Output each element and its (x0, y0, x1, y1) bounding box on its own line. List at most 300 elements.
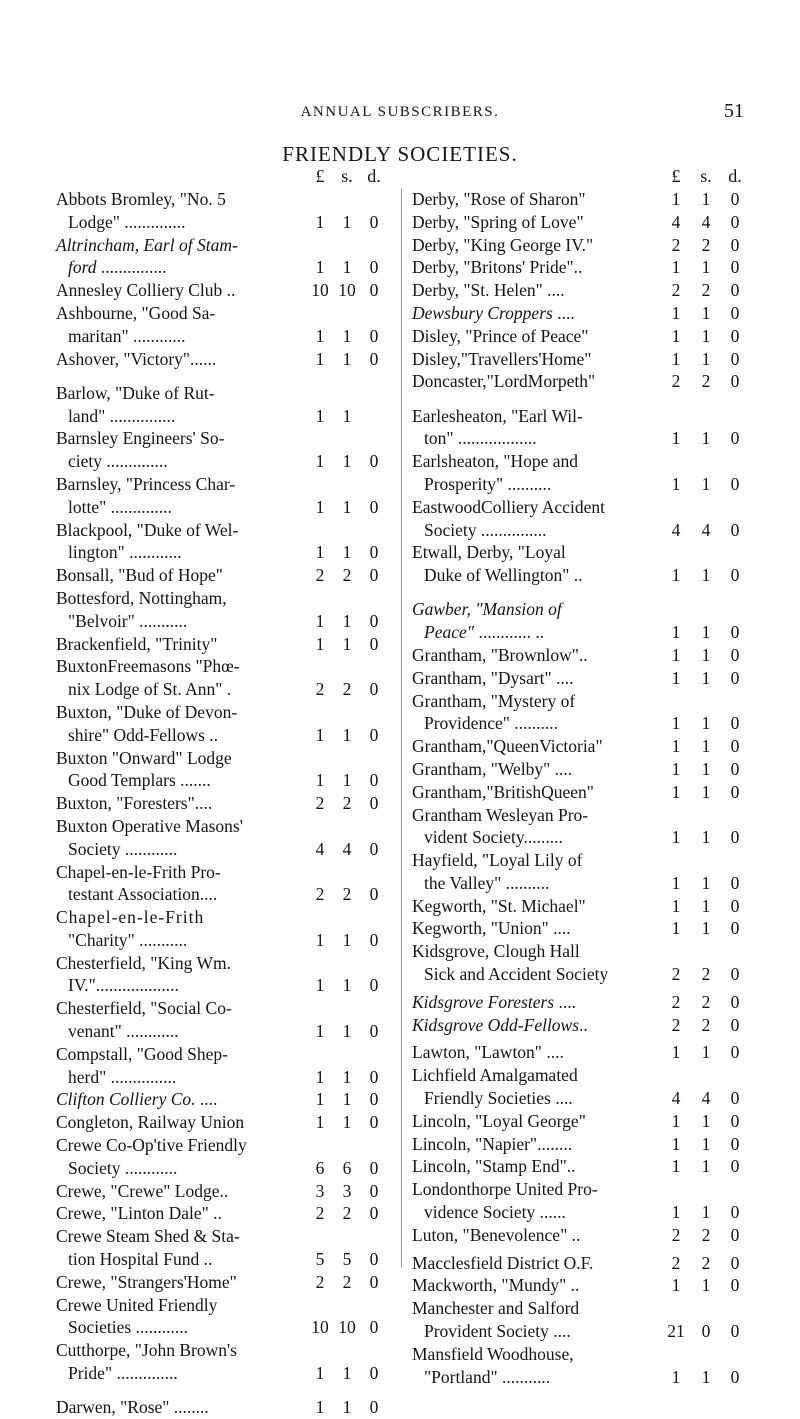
subscriber-entry (56, 234, 386, 280)
entry-line (412, 940, 752, 963)
subscriber-entry (56, 906, 386, 952)
pence-amount: 0 (730, 1275, 740, 1296)
pence-amount: 0 (730, 189, 740, 209)
entry-line (412, 1110, 752, 1133)
subscriber-entry (412, 234, 752, 257)
entry-line (56, 564, 386, 587)
entry-line (56, 861, 386, 884)
subscriber-name: nix Lodge of St. Ann" . (68, 679, 232, 700)
entry-line (412, 188, 752, 211)
subscriber-entry (412, 1110, 752, 1133)
pence-amount: 0 (369, 348, 379, 369)
shillings-amount: 1 (342, 929, 352, 950)
pence-amount: 0 (730, 918, 740, 939)
subscriber-entry (56, 1225, 386, 1271)
subscriber-entry (56, 1339, 386, 1385)
subscriber-entry (56, 564, 386, 587)
entry-gap (56, 370, 386, 381)
shillings-amount: 1 (342, 496, 352, 517)
subscriber-name: Brackenfield, "Trinity" (56, 633, 218, 654)
entry-line (56, 473, 386, 496)
pounds-amount: 1 (671, 1133, 681, 1154)
pounds-amount: 1 (671, 565, 681, 586)
subscriber-name: Kidsgrove, Clough Hall (412, 941, 580, 962)
subscriber-name: Sick and Accident Society (424, 964, 609, 985)
entry-line (56, 974, 386, 997)
shillings-amount: 1 (701, 473, 711, 494)
subscriber-name: Blackpool, "Duke of Wel- (56, 519, 239, 540)
pounds-amount: 1 (671, 257, 681, 278)
subscriber-name: Society ............... (424, 519, 547, 540)
pence-amount: 0 (730, 1088, 740, 1109)
right-currency-header (412, 166, 752, 188)
pence-amount: 0 (369, 1066, 379, 1087)
subscriber-entry (56, 473, 386, 519)
entry-line (56, 1134, 386, 1157)
subscriber-entry (56, 997, 386, 1043)
subscriber-name: Kidsgrove Foresters .... (412, 991, 576, 1012)
entry-line (56, 1396, 386, 1419)
subscriber-name: Peace" ............ .. (424, 622, 545, 643)
subscriber-name: testant Association.... (68, 884, 218, 905)
pence-amount: 0 (369, 1157, 379, 1178)
subscriber-name: Buxton "Onward" Lodge (56, 747, 232, 768)
subscriber-entry (412, 1297, 752, 1343)
pence-amount: 0 (369, 1021, 379, 1042)
shillings-amount: 1 (701, 325, 711, 346)
subscriber-name: the Valley" .......... (424, 872, 550, 893)
subscriber-name: ford ............... (68, 257, 167, 278)
entry-line (56, 1180, 386, 1203)
subscriber-name: venant" ............ (68, 1021, 179, 1042)
entry-line (56, 952, 386, 975)
pence-header: d. (367, 166, 381, 186)
entry-line (56, 610, 386, 633)
entry-line (412, 872, 752, 895)
pounds-amount: 1 (315, 211, 325, 232)
subscriber-entry (412, 1133, 752, 1156)
subscriber-name: Barlow, "Duke of Rut- (56, 382, 215, 403)
pounds-amount: 1 (671, 1366, 681, 1387)
entry-line (412, 256, 752, 279)
pence-amount: 0 (730, 827, 740, 848)
subscriber-name: Barnsley Engineers' So- (56, 428, 225, 449)
pence-amount: 0 (730, 428, 740, 449)
pounds-amount: 1 (671, 758, 681, 779)
entry-line (56, 427, 386, 450)
subscriber-name: Grantham, "Welby" .... (412, 758, 573, 779)
shillings-amount: 1 (342, 348, 352, 369)
entry-line (412, 1087, 752, 1110)
subscriber-name: Mansfield Woodhouse, (412, 1343, 574, 1364)
subscriber-entry (412, 1064, 752, 1110)
pence-amount: 0 (369, 1363, 379, 1384)
subscriber-entry (56, 861, 386, 907)
entry-line (56, 541, 386, 564)
subscriber-name: Lincoln, "Stamp End".. (412, 1156, 576, 1177)
subscriber-entry (412, 598, 752, 644)
subscriber-name: "Belvoir" ........... (68, 610, 188, 631)
shillings-amount: 2 (701, 1014, 711, 1035)
shillings-amount: 4 (342, 838, 352, 859)
pounds-header: £ (671, 166, 681, 186)
entry-line (412, 690, 752, 713)
shillings-header: s. (700, 166, 712, 186)
subscriber-entry (412, 849, 752, 895)
entry-line (412, 621, 752, 644)
entry-line (412, 541, 752, 564)
pounds-amount: 4 (315, 838, 325, 859)
pence-amount: 0 (369, 884, 379, 905)
pence-amount: 0 (730, 736, 740, 757)
entry-line (412, 1320, 752, 1343)
pence-amount: 0 (369, 975, 379, 996)
shillings-amount: 1 (701, 1202, 711, 1223)
pence-amount: 0 (730, 713, 740, 734)
entry-line (56, 724, 386, 747)
pounds-amount: 2 (315, 565, 325, 586)
subscriber-name: Lincoln, "Napier"........ (412, 1133, 573, 1154)
subscriber-entry (412, 1041, 752, 1064)
shillings-amount: 1 (701, 428, 711, 449)
subscriber-entry (412, 1224, 752, 1247)
subscriber-entry (56, 279, 386, 302)
pence-amount: 0 (730, 781, 740, 802)
entry-line (412, 1014, 752, 1037)
pounds-amount: 1 (671, 1110, 681, 1131)
pounds-amount: 2 (671, 1252, 681, 1273)
pence-amount: 0 (730, 964, 740, 985)
entry-line (56, 769, 386, 792)
shillings-amount: 1 (342, 610, 352, 631)
entry-line (56, 325, 386, 348)
pounds-amount: 1 (671, 325, 681, 346)
subscriber-entry (412, 1178, 752, 1224)
shillings-amount: 1 (701, 667, 711, 688)
pounds-amount: 1 (671, 781, 681, 802)
pounds-amount: 1 (315, 633, 325, 654)
subscriber-entry (412, 211, 752, 234)
column-divider (401, 188, 402, 1268)
entry-line (56, 1066, 386, 1089)
entry-line (56, 1362, 386, 1385)
subscriber-name: herd" ............... (68, 1066, 177, 1087)
subscriber-name: Duke of Wellington" .. (424, 565, 583, 586)
shillings-amount: 1 (701, 1133, 711, 1154)
subscriber-entry (56, 747, 386, 793)
shillings-amount: 2 (342, 679, 352, 700)
shillings-amount: 10 (338, 280, 356, 301)
entry-line (412, 1178, 752, 1201)
pounds-amount: 2 (671, 1224, 681, 1245)
shillings-amount: 1 (701, 781, 711, 802)
shillings-amount: 1 (342, 405, 352, 426)
subscriber-name: "Portland" ........... (424, 1366, 551, 1387)
entry-line (412, 348, 752, 371)
pence-amount: 0 (730, 644, 740, 665)
pounds-amount: 1 (671, 428, 681, 449)
entry-line (412, 758, 752, 781)
subscriber-name: Prosperity" .......... (424, 473, 552, 494)
subscriber-entry (412, 690, 752, 736)
pence-amount: 0 (369, 1112, 379, 1133)
subscriber-name: Society ............ (68, 838, 178, 859)
entry-line (56, 883, 386, 906)
subscriber-entry (56, 1088, 386, 1111)
entry-line (56, 405, 386, 428)
pence-amount: 0 (369, 257, 379, 278)
entry-line (412, 781, 752, 804)
entry-line (56, 997, 386, 1020)
subscriber-name: Disley, "Prince of Peace" (412, 325, 589, 346)
pounds-amount: 2 (671, 964, 681, 985)
entry-line (412, 325, 752, 348)
entry-line (56, 348, 386, 371)
shillings-amount: 2 (701, 280, 711, 301)
entry-line (56, 1271, 386, 1294)
subscriber-name: Societies ............ (68, 1317, 189, 1338)
pence-amount: 0 (369, 565, 379, 586)
pence-amount: 0 (369, 679, 379, 700)
subscriber-entry (412, 735, 752, 758)
pence-amount: 0 (369, 211, 379, 232)
entry-line (56, 496, 386, 519)
pence-amount: 0 (369, 451, 379, 472)
pence-amount: 0 (730, 1014, 740, 1035)
pence-amount: 0 (730, 872, 740, 893)
subscriber-entry (412, 1252, 752, 1275)
subscriber-name: ton" .................. (424, 428, 537, 449)
entry-line (412, 963, 752, 986)
subscriber-name: Altrincham, Earl of Stam- (56, 234, 238, 255)
pounds-amount: 1 (315, 1397, 325, 1418)
pounds-amount: 2 (315, 679, 325, 700)
shillings-amount: 1 (701, 1275, 711, 1296)
shillings-amount: 1 (342, 1021, 352, 1042)
section-title: FRIENDLY SOCIETIES. (282, 142, 518, 166)
shillings-amount: 4 (701, 1088, 711, 1109)
pence-amount: 0 (730, 325, 740, 346)
pounds-amount: 10 (311, 280, 329, 301)
entry-line (56, 1202, 386, 1225)
subscriber-name: Buxton Operative Masons' (56, 815, 243, 836)
subscriber-entry (412, 256, 752, 279)
shillings-amount: 2 (701, 1252, 711, 1273)
entry-line (56, 382, 386, 405)
entry-line (412, 917, 752, 940)
entry-line (56, 1111, 386, 1134)
entry-line (412, 519, 752, 542)
subscriber-name: Derby, "Britons' Pride".. (412, 257, 583, 278)
subscriber-name: Kidsgrove Odd-Fellows.. (412, 1014, 588, 1035)
pounds-amount: 4 (671, 211, 681, 232)
entry-line (56, 747, 386, 770)
pounds-amount: 5 (315, 1249, 325, 1270)
pounds-amount: 1 (671, 872, 681, 893)
pence-amount: 0 (369, 793, 379, 814)
pounds-amount: 1 (671, 1156, 681, 1177)
pence-amount: 0 (730, 991, 740, 1012)
entry-line (56, 929, 386, 952)
entry-line (412, 1224, 752, 1247)
subscriber-name: Crewe, "Strangers'Home" (56, 1271, 237, 1292)
entry-line (56, 587, 386, 610)
entry-line (56, 1225, 386, 1248)
entry-line (56, 1020, 386, 1043)
subscriber-entry (56, 792, 386, 815)
pence-amount: 0 (730, 211, 740, 232)
running-head (0, 100, 800, 126)
pounds-amount: 3 (315, 1180, 325, 1201)
shillings-amount: 4 (701, 519, 711, 540)
subscriber-name: Crewe Co-Op'tive Friendly (56, 1135, 247, 1156)
subscriber-entry (412, 758, 752, 781)
subscriber-name: Bottesford, Nottingham, (56, 587, 227, 608)
pence-amount: 0 (369, 929, 379, 950)
pounds-amount: 2 (315, 1271, 325, 1292)
subscriber-name: Derby, "Spring of Love" (412, 211, 584, 232)
pounds-amount: 2 (315, 1203, 325, 1224)
subscriber-entry (412, 279, 752, 302)
shillings-amount: 1 (342, 257, 352, 278)
pounds-amount: 1 (315, 929, 325, 950)
subscriber-name: Doncaster,"LordMorpeth" (412, 371, 596, 392)
shillings-amount: 1 (342, 633, 352, 654)
subscriber-name: Buxton, "Foresters".... (56, 793, 213, 814)
pounds-amount: 4 (671, 1088, 681, 1109)
pounds-amount: 1 (671, 348, 681, 369)
pence-amount: 0 (369, 610, 379, 631)
entry-line (56, 906, 386, 929)
entry-line (412, 302, 752, 325)
subscriber-name: Providence" .......... (424, 713, 558, 734)
entry-line (412, 849, 752, 872)
entry-line (56, 279, 386, 302)
entry-line (412, 1201, 752, 1224)
subscriber-name: Darwen, "Rose" ........ (56, 1397, 209, 1418)
subscriber-name: Abbots Bromley, "No. 5 (56, 189, 226, 209)
entry-line (56, 302, 386, 325)
shillings-amount: 1 (342, 1089, 352, 1110)
subscriber-name: Cutthorpe, "John Brown's (56, 1340, 237, 1361)
entry-line (412, 735, 752, 758)
subscriber-entry (56, 815, 386, 861)
entry-line (56, 792, 386, 815)
pounds-amount: 2 (671, 234, 681, 255)
shillings-amount: 2 (342, 1203, 352, 1224)
shillings-amount: 1 (701, 872, 711, 893)
subscriber-entry (412, 804, 752, 850)
entry-line (412, 1366, 752, 1389)
pence-amount: 0 (730, 1321, 740, 1342)
entry-line (412, 450, 752, 473)
pence-amount: 0 (730, 622, 740, 643)
shillings-amount: 2 (342, 793, 352, 814)
pounds-amount: 1 (315, 257, 325, 278)
subscriber-name: Ashbourne, "Good Sa- (56, 302, 216, 323)
entry-line (56, 678, 386, 701)
entry-line (56, 519, 386, 542)
subscriber-name: Provident Society .... (424, 1321, 571, 1342)
subscriber-name: Ashover, "Victory"...... (56, 348, 217, 369)
running-title: ANNUAL SUBSCRIBERS. (300, 104, 500, 120)
pence-amount: 0 (730, 1110, 740, 1131)
subscriber-entry (56, 1043, 386, 1089)
pounds-amount: 2 (315, 793, 325, 814)
pence-amount: 0 (369, 838, 379, 859)
subscriber-entry (412, 781, 752, 804)
entry-line (412, 1343, 752, 1366)
left-currency-header (56, 166, 386, 188)
pounds-amount: 1 (671, 918, 681, 939)
entry-gap (56, 1385, 386, 1396)
subscriber-name: vidence Society ...... (424, 1202, 566, 1223)
pounds-amount: 1 (315, 610, 325, 631)
subscriber-name: Grantham,"BritishQueen" (412, 781, 594, 802)
shillings-amount: 1 (701, 918, 711, 939)
shillings-amount: 2 (342, 1271, 352, 1292)
pounds-amount: 1 (671, 736, 681, 757)
pounds-amount: 1 (671, 1275, 681, 1296)
pounds-amount: 1 (671, 473, 681, 494)
pence-amount: 0 (730, 234, 740, 255)
subscriber-name: land" ............... (68, 405, 176, 426)
subscriber-name: Hayfield, "Loyal Lily of (412, 850, 583, 871)
pounds-amount: 1 (671, 1202, 681, 1223)
subscriber-entry (412, 940, 752, 986)
shillings-amount: 6 (342, 1157, 352, 1178)
pounds-amount: 1 (671, 189, 681, 209)
entry-line (56, 701, 386, 724)
subscriber-name: Chapel-en-le-Frith Pro- (56, 861, 221, 882)
subscriber-name: Friendly Societies .... (424, 1088, 573, 1109)
shillings-amount: 1 (342, 975, 352, 996)
subscriber-name: Crewe, "Linton Dale" .. (56, 1203, 222, 1224)
entry-line (412, 211, 752, 234)
subscriber-name: Earlesheaton, "Earl Wil- (412, 405, 583, 426)
pounds-amount: 1 (315, 542, 325, 563)
entry-line (56, 1157, 386, 1180)
pence-amount: 0 (369, 1089, 379, 1110)
pence-amount: 0 (730, 280, 740, 301)
entry-line (412, 564, 752, 587)
entry-line (56, 234, 386, 257)
subscriber-entry (412, 917, 752, 940)
subscriber-name: Crewe Steam Shed & Sta- (56, 1226, 240, 1247)
entry-line (412, 496, 752, 519)
subscriber-name: lotte" .............. (68, 496, 172, 517)
entry-line (56, 655, 386, 678)
subscriber-entry (56, 519, 386, 565)
shillings-amount: 1 (701, 895, 711, 916)
entry-line (56, 450, 386, 473)
subscriber-name: BuxtonFreemasons "Phœ- (56, 656, 240, 677)
entry-line (56, 211, 386, 234)
pence-amount: 0 (369, 1397, 379, 1418)
subscriber-name: Grantham,"QueenVictoria" (412, 736, 603, 757)
subscriber-entry (56, 382, 386, 428)
shillings-amount: 1 (342, 724, 352, 745)
subscriber-name: lington" ............ (68, 542, 182, 563)
pounds-amount: 2 (671, 1014, 681, 1035)
entry-line (412, 279, 752, 302)
shillings-amount: 1 (342, 542, 352, 563)
subscriber-name: Chesterfield, "King Wm. (56, 952, 231, 973)
subscriber-entry (412, 370, 752, 393)
shillings-amount: 1 (701, 1156, 711, 1177)
entry-line (56, 188, 386, 211)
subscriber-name: Chesterfield, "Social Co- (56, 998, 232, 1019)
